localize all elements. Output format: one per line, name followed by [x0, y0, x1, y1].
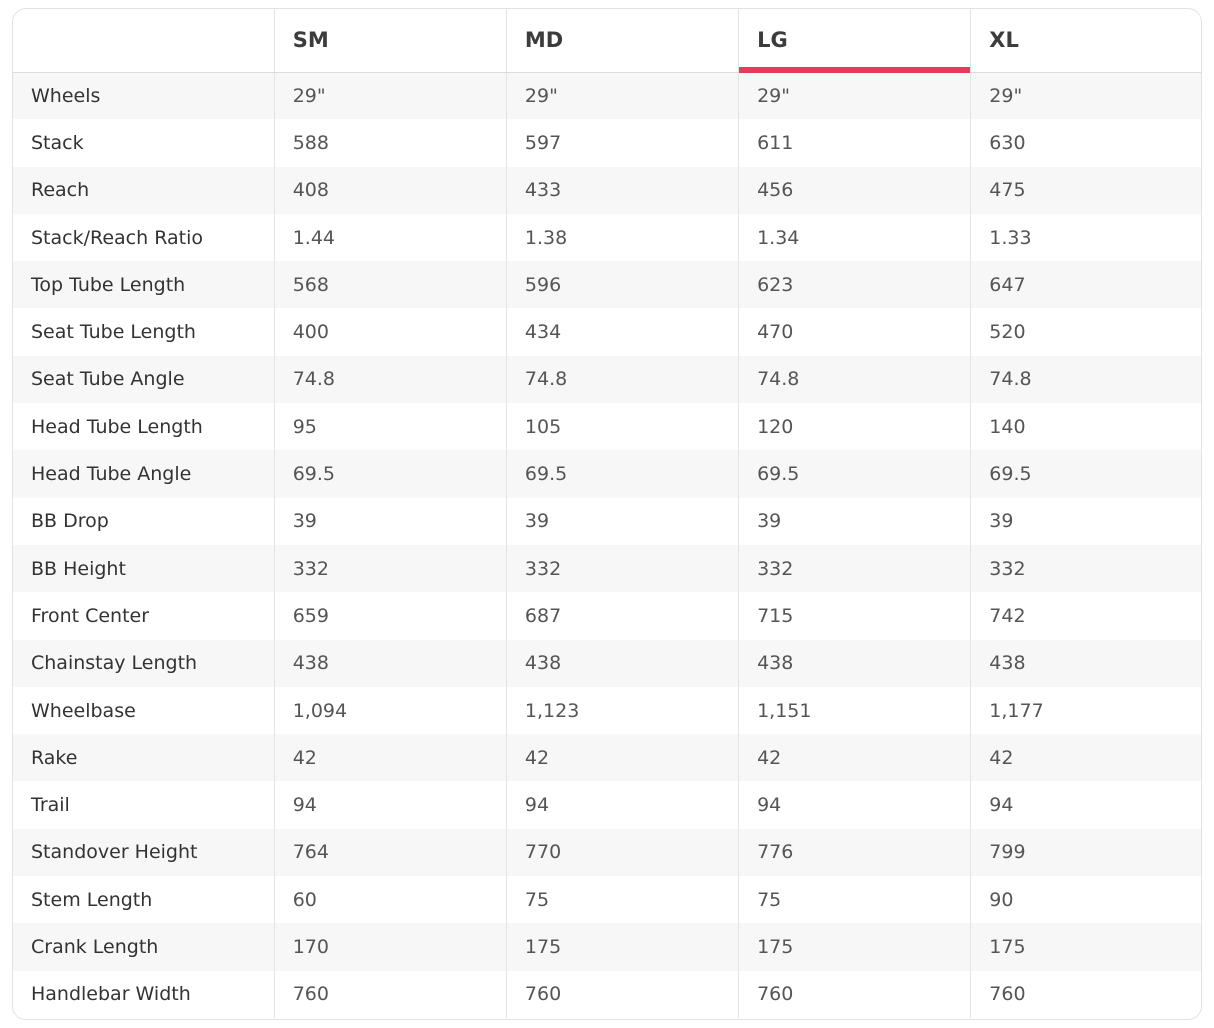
table-cell: 520 — [971, 308, 1202, 355]
table-cell: 39 — [274, 498, 506, 545]
size-tab-xl[interactable]: XL — [971, 9, 1202, 72]
table-cell: 39 — [739, 498, 971, 545]
table-cell: 332 — [739, 545, 971, 592]
geometry-table-container — [12, 8, 1202, 1020]
table-cell: 400 — [274, 308, 506, 355]
row-label: Chainstay Length — [13, 640, 274, 687]
table-cell: 1.44 — [274, 214, 506, 261]
table-cell: 29" — [506, 72, 738, 119]
table-cell: 776 — [739, 829, 971, 876]
table-cell: 659 — [274, 592, 506, 639]
table-cell: 69.5 — [274, 450, 506, 497]
table-row — [13, 498, 1202, 545]
row-label: Stack/Reach Ratio — [13, 214, 274, 261]
table-cell: 42 — [971, 734, 1202, 781]
table-cell: 42 — [506, 734, 738, 781]
table-cell: 39 — [971, 498, 1202, 545]
table-cell: 799 — [971, 829, 1202, 876]
table-row — [13, 640, 1202, 687]
table-row — [13, 734, 1202, 781]
row-label: Reach — [13, 167, 274, 214]
row-label: Stem Length — [13, 876, 274, 923]
table-cell: 69.5 — [739, 450, 971, 497]
row-label: Seat Tube Length — [13, 308, 274, 355]
table-row — [13, 72, 1202, 119]
row-label: Head Tube Length — [13, 403, 274, 450]
table-cell: 470 — [739, 308, 971, 355]
table-cell: 770 — [506, 829, 738, 876]
table-cell: 568 — [274, 261, 506, 308]
row-label: BB Drop — [13, 498, 274, 545]
table-cell: 433 — [506, 167, 738, 214]
table-cell: 760 — [971, 971, 1202, 1018]
table-cell: 332 — [274, 545, 506, 592]
table-cell: 175 — [971, 923, 1202, 970]
size-tab-sm[interactable]: SM — [274, 9, 506, 72]
row-label: Stack — [13, 119, 274, 166]
row-label: Wheelbase — [13, 687, 274, 734]
table-cell: 75 — [739, 876, 971, 923]
table-row — [13, 214, 1202, 261]
table-cell: 74.8 — [506, 356, 738, 403]
table-row — [13, 592, 1202, 639]
table-cell: 715 — [739, 592, 971, 639]
table-cell: 94 — [739, 781, 971, 828]
table-cell: 1.38 — [506, 214, 738, 261]
row-label: Seat Tube Angle — [13, 356, 274, 403]
table-cell: 90 — [971, 876, 1202, 923]
table-row — [13, 403, 1202, 450]
table-cell: 760 — [274, 971, 506, 1018]
table-cell: 140 — [971, 403, 1202, 450]
table-cell: 29" — [739, 72, 971, 119]
table-cell: 42 — [739, 734, 971, 781]
header-corner — [13, 9, 274, 72]
row-label: Front Center — [13, 592, 274, 639]
table-cell: 434 — [506, 308, 738, 355]
table-cell: 597 — [506, 119, 738, 166]
table-cell: 175 — [739, 923, 971, 970]
table-cell: 60 — [274, 876, 506, 923]
table-cell: 94 — [971, 781, 1202, 828]
table-cell: 332 — [506, 545, 738, 592]
row-label: Standover Height — [13, 829, 274, 876]
table-row — [13, 545, 1202, 592]
row-label: Rake — [13, 734, 274, 781]
table-cell: 95 — [274, 403, 506, 450]
size-tab-md[interactable]: MD — [506, 9, 738, 72]
table-cell: 1.33 — [971, 214, 1202, 261]
table-row — [13, 167, 1202, 214]
table-row — [13, 450, 1202, 497]
table-row — [13, 119, 1202, 166]
table-cell: 1,094 — [274, 687, 506, 734]
table-body — [13, 72, 1202, 1018]
table-cell: 75 — [506, 876, 738, 923]
table-cell: 332 — [971, 545, 1202, 592]
size-tab-lg[interactable]: LG — [739, 9, 971, 72]
table-row — [13, 923, 1202, 970]
table-cell: 120 — [739, 403, 971, 450]
table-cell: 764 — [274, 829, 506, 876]
table-cell: 29" — [274, 72, 506, 119]
table-cell: 69.5 — [971, 450, 1202, 497]
table-cell: 647 — [971, 261, 1202, 308]
header-row — [13, 9, 1202, 72]
table-row — [13, 876, 1202, 923]
table-cell: 611 — [739, 119, 971, 166]
row-label: Crank Length — [13, 923, 274, 970]
table-cell: 69.5 — [506, 450, 738, 497]
table-cell: 94 — [506, 781, 738, 828]
table-row — [13, 356, 1202, 403]
row-label: BB Height — [13, 545, 274, 592]
table-cell: 438 — [971, 640, 1202, 687]
row-label: Top Tube Length — [13, 261, 274, 308]
table-row — [13, 308, 1202, 355]
table-header — [13, 9, 1202, 72]
table-cell: 1,123 — [506, 687, 738, 734]
table-cell: 39 — [506, 498, 738, 545]
table-cell: 588 — [274, 119, 506, 166]
table-cell: 105 — [506, 403, 738, 450]
table-cell: 475 — [971, 167, 1202, 214]
table-cell: 1,151 — [739, 687, 971, 734]
row-label: Handlebar Width — [13, 971, 274, 1018]
table-row — [13, 829, 1202, 876]
table-cell: 438 — [274, 640, 506, 687]
table-cell: 623 — [739, 261, 971, 308]
table-cell: 596 — [506, 261, 738, 308]
table-cell: 1.34 — [739, 214, 971, 261]
table-cell: 175 — [506, 923, 738, 970]
table-cell: 630 — [971, 119, 1202, 166]
table-cell: 438 — [506, 640, 738, 687]
table-cell: 94 — [274, 781, 506, 828]
table-row — [13, 687, 1202, 734]
table-row — [13, 261, 1202, 308]
table-cell: 74.8 — [274, 356, 506, 403]
table-cell: 760 — [506, 971, 738, 1018]
table-cell: 687 — [506, 592, 738, 639]
table-cell: 29" — [971, 72, 1202, 119]
table-cell: 42 — [274, 734, 506, 781]
table-cell: 74.8 — [971, 356, 1202, 403]
table-cell: 760 — [739, 971, 971, 1018]
table-cell: 1,177 — [971, 687, 1202, 734]
row-label: Wheels — [13, 72, 274, 119]
table-cell: 74.8 — [739, 356, 971, 403]
table-cell: 438 — [739, 640, 971, 687]
geometry-table — [13, 9, 1202, 1018]
table-row — [13, 781, 1202, 828]
row-label: Head Tube Angle — [13, 450, 274, 497]
table-cell: 456 — [739, 167, 971, 214]
table-row — [13, 971, 1202, 1018]
row-label: Trail — [13, 781, 274, 828]
table-cell: 408 — [274, 167, 506, 214]
table-cell: 170 — [274, 923, 506, 970]
table-cell: 742 — [971, 592, 1202, 639]
